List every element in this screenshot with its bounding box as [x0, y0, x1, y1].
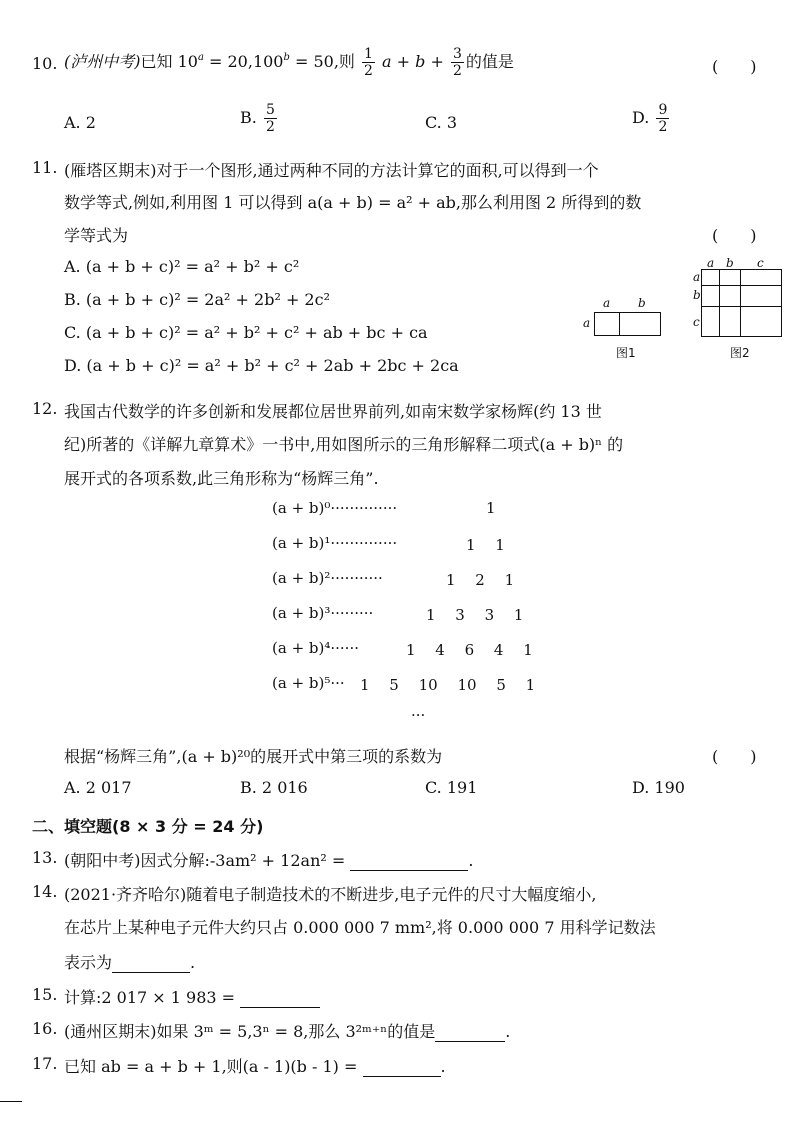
q10-text-d: a + b +	[382, 52, 444, 71]
q10-option-a[interactable]: A. 2	[64, 113, 96, 132]
triangle-row: (a + b)⁵···	[272, 674, 345, 692]
triangle-ellipsis: ···	[411, 706, 426, 724]
q12-option-d[interactable]: D. 190	[632, 778, 685, 797]
q11-answer-paren[interactable]: ( )	[712, 226, 757, 245]
triangle-row-coef: 1	[486, 499, 496, 517]
q10-text-e: 的值是	[465, 52, 514, 71]
triangle-row-coef: 1 5 10 10 5 1	[360, 676, 536, 694]
q14-answer-blank[interactable]	[112, 958, 190, 973]
q12-option-b[interactable]: B. 2 016	[240, 778, 308, 797]
q17-number: 17.	[32, 1054, 58, 1073]
q10-text-c: = 50,则	[289, 52, 355, 71]
fig2-label-b-top: b	[726, 256, 734, 270]
fig1-caption: 图1	[616, 346, 636, 360]
fig1-square-a	[594, 312, 620, 336]
q11-line-2: 数学等式,例如,利用图 1 可以得到 a(a + b) = a² + ab,那么利用图 2 所得到的数	[64, 193, 642, 212]
q11-line-3: 学等式为	[64, 226, 129, 245]
q15-stem: 计算:2 017 × 1 983 =	[64, 985, 320, 1008]
q10-exp-a: a	[197, 52, 204, 63]
q11-option-b[interactable]: B. (a + b + c)² = 2a² + 2b² + 2c²	[64, 290, 330, 309]
q16-stem: (通州区期末)如果 3ᵐ = 5,3ⁿ = 8,那么 3²ᵐ⁺ⁿ的值是 .	[64, 1022, 511, 1041]
triangle-row-coef: 1 2 1	[446, 571, 515, 589]
q10-text-a: 已知 10	[140, 52, 198, 71]
q14-line-1: (2021·齐齐哈尔)随着电子制造技术的不断进步,电子元件的尺寸大幅度缩小,	[64, 885, 597, 904]
q13-answer-blank[interactable]	[350, 856, 468, 871]
footer-rule	[0, 1101, 22, 1102]
triangle-row: (a + b)²···········	[272, 569, 383, 587]
section-2-heading: 二、填空题(8 × 3 分 = 24 分)	[32, 817, 264, 836]
fig2-label-c-left: c	[693, 315, 700, 329]
q13-stem: (朝阳中考)因式分解:-3am² + 12an² = .	[64, 851, 474, 870]
q15-answer-blank[interactable]	[240, 993, 320, 1008]
q14-number: 14.	[32, 882, 58, 901]
q10-text-b: = 20,100	[203, 52, 284, 71]
q10-answer-paren[interactable]: ( )	[712, 57, 757, 76]
q12-answer-paren[interactable]: ( )	[712, 747, 757, 766]
q12-option-a[interactable]: A. 2 017	[64, 778, 132, 797]
q11-option-c[interactable]: C. (a + b + c)² = a² + b² + c² + ab + bc + ca	[64, 323, 428, 342]
triangle-row: (a + b)⁴······	[272, 639, 359, 657]
fig2-label-b-left: b	[693, 288, 701, 302]
q10-fraction-2: $\frac{3}{2}$	[452, 46, 462, 79]
fig2-grid	[701, 269, 782, 337]
triangle-row-coef: 1 4 6 4 1	[406, 641, 533, 659]
triangle-row: (a + b)⁰··············	[272, 499, 398, 517]
q16-number: 16.	[32, 1019, 58, 1038]
q10-source: (泸州中考)	[64, 52, 141, 71]
fig1-label-b-top: b	[638, 296, 646, 310]
q11-number: 11.	[32, 158, 58, 177]
q16-answer-blank[interactable]	[435, 1027, 505, 1042]
q10-option-b[interactable]: B. $\frac{5}{2}$	[240, 102, 275, 135]
q10-number: 10.	[32, 54, 58, 73]
q11-line-1: (雁塔区期末)对于一个图形,通过两种不同的方法计算它的面积,可以得到一个	[64, 161, 599, 180]
triangle-row-coef: 1 3 3 1	[426, 606, 524, 624]
q12-line-1: 我国古代数学的许多创新和发展都位居世界前列,如南宋数学家杨辉(约 13 世	[64, 402, 602, 421]
q11-option-d[interactable]: D. (a + b + c)² = a² + b² + c² + 2ab + 2bc + 2ca	[64, 356, 459, 375]
fig1-rect-ab	[618, 312, 661, 336]
q12-question: 根据“杨辉三角”,(a + b)²⁰的展开式中第三项的系数为	[64, 747, 443, 766]
q14-line-2: 在芯片上某种电子元件大约只占 0.000 000 7 mm²,将 0.000 000 7 用科学记数法	[64, 918, 656, 937]
fig2-label-a-left: a	[693, 270, 701, 284]
fig2-caption: 图2	[730, 346, 750, 360]
q10-option-d[interactable]: D. $\frac{9}{2}$	[632, 102, 668, 135]
q14-line-3: 表示为 .	[64, 953, 196, 972]
q13-text: (朝阳中考)因式分解:-3am² + 12an² =	[64, 851, 346, 870]
q12-option-c[interactable]: C. 191	[425, 778, 478, 797]
fig2-label-c-top: c	[757, 256, 764, 270]
q11-option-a[interactable]: A. (a + b + c)² = a² + b² + c²	[64, 257, 300, 276]
q13-number: 13.	[32, 848, 58, 867]
q15-number: 15.	[32, 985, 58, 1004]
q17-answer-blank[interactable]	[363, 1062, 441, 1077]
q10-option-c[interactable]: C. 3	[425, 113, 458, 132]
q10-stem	[64, 46, 514, 79]
triangle-row: (a + b)³·········	[272, 604, 374, 622]
q12-number: 12.	[32, 399, 58, 418]
q10-exp-b: b	[283, 52, 290, 63]
fig1-label-a-left: a	[583, 316, 591, 330]
q10-fraction-1: $\frac{1}{2}$	[364, 46, 373, 79]
fig2-label-a-top: a	[707, 256, 715, 270]
fig1-label-a-top: a	[603, 296, 611, 310]
triangle-row: (a + b)¹··············	[272, 534, 398, 552]
q12-line-2: 纪)所著的《详解九章算术》一书中,用如图所示的三角形解释二项式(a + b)ⁿ 的	[64, 435, 624, 454]
q12-line-3: 展开式的各项系数,此三角形称为“杨辉三角”.	[64, 469, 379, 488]
triangle-row-coef: 1 1	[466, 536, 505, 554]
q17-stem: 已知 ab = a + b + 1,则(a - 1)(b - 1) = .	[64, 1057, 446, 1076]
